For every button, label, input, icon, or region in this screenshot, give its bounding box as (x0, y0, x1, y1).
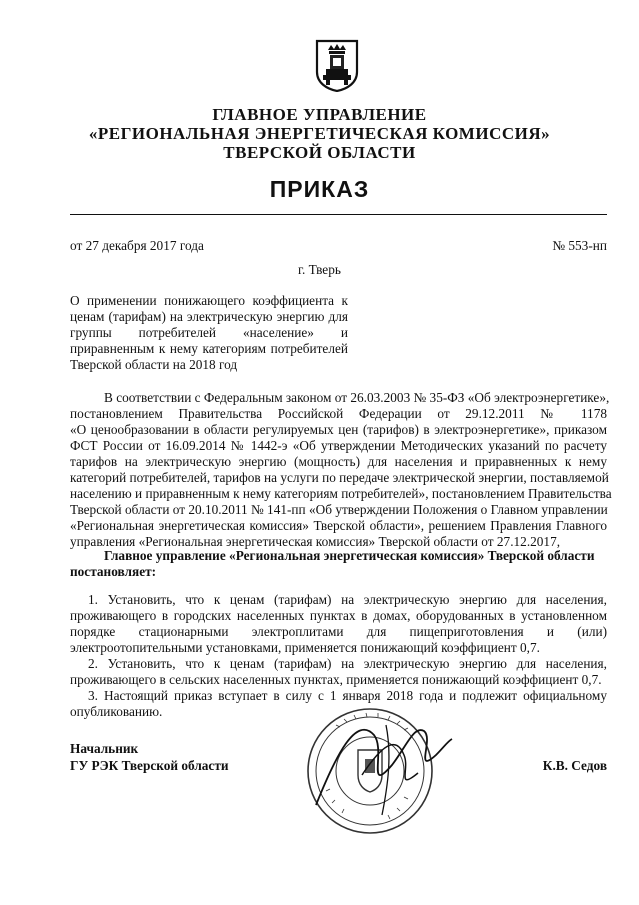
preamble-line: постановлением Правительства Российской Федерации от 29.12.2011 № 1178 (70, 406, 607, 421)
header-line-1: ГЛАВНОЕ УПРАВЛЕНИЕ (212, 105, 427, 124)
subject-line: группы потребителей «население» и (70, 325, 348, 340)
order-item-line: опубликованию. (70, 704, 163, 719)
document-title: ПРИКАЗ (269, 176, 370, 202)
order-item-2 (70, 656, 607, 688)
signatory-organization: ГУ РЭК Тверской области (70, 758, 229, 773)
document-date: от 27 декабря 2017 года (70, 238, 204, 253)
preamble-line: категорий потребителей, тарифов на услуги по передаче электрической энергии, поставляемой (70, 470, 609, 485)
preamble-line: ФСТ России от 16.09.2014 № 1442-э «Об утверждении Методических указаний по расчету (70, 438, 607, 453)
signatory-name: К.В. Седов (542, 758, 607, 773)
document-number: № 553-нп (552, 238, 607, 253)
document-city: г. Тверь (298, 262, 341, 277)
resolution-line: Главное управление «Региональная энергетическая комиссия» Тверской области (104, 548, 595, 563)
preamble-line: населению и приравненным к нему категориям потребителей», постановлением Правительства (70, 486, 612, 501)
subject-line: О применении понижающего коэффициента к (70, 293, 348, 308)
order-item-line: электроотопительными установками, применяется понижающий коэффициент 0,7. (70, 640, 540, 655)
official-seal-icon (296, 695, 456, 845)
order-item-line: проживающего в городских населенных пунктах в домах, оборудованных в установленном (70, 608, 607, 623)
subject-line: приравненным к нему категориям потребителей (70, 341, 348, 356)
order-item-line: 3. Настоящий приказ вступает в силу с 1 января 2018 года и подлежит официальному (88, 688, 607, 703)
header-line-3: ТВЕРСКОЙ ОБЛАСТИ (223, 143, 416, 162)
preamble-line: Тверской области от 20.10.2011 № 141-пп «Об утверждении Положения о Главном управлении (70, 502, 608, 517)
tver-coat-of-arms-icon (314, 38, 360, 92)
preamble-line: «Региональная энергетическая комиссия» Тверской области», решением Правления Главного (70, 518, 607, 533)
preamble-paragraph (70, 390, 612, 550)
order-item-1 (70, 592, 607, 656)
resolution-line: постановляет: (70, 564, 157, 579)
preamble-line: В соответствии с Федеральным законом от 26.03.2003 № 35-ФЗ «Об электроэнергетике», (104, 390, 610, 405)
header-divider (70, 214, 607, 215)
order-item-line: порядке стационарными электроплитами для пищеприготовления и (или) (70, 624, 607, 639)
order-item-line: 1. Установить, что к ценам (тарифам) на электрическую энергию для населения, (88, 592, 607, 607)
subject-line: Тверской области на 2018 год (70, 357, 238, 372)
order-item-line: 2. Установить, что к ценам (тарифам) на электрическую энергию для населения, (88, 656, 607, 671)
signatory-title: Начальник (70, 741, 139, 756)
subject-line: ценам (тарифам) на электрическую энергию для (70, 309, 348, 324)
header-line-2: «РЕГИОНАЛЬНАЯ ЭНЕРГЕТИЧЕСКАЯ КОМИССИЯ» (88, 124, 551, 143)
resolution-heading (70, 548, 607, 580)
document-subject (70, 293, 348, 373)
preamble-line: управления «Региональная энергетическая комиссия» Тверской области от 27.12.2017, (70, 534, 561, 549)
preamble-line: «О ценообразовании в области регулируемых цен (тарифов) в электроэнергетике», приказом (70, 422, 607, 437)
signatory-position (70, 740, 229, 774)
order-item-line: проживающего в сельских населенных пунктах, применяется понижающий коэффициент 0,7. (70, 672, 602, 687)
preamble-line: тарифов на электрическую энергию (мощность) для населения и приравненных к нему (70, 454, 607, 469)
